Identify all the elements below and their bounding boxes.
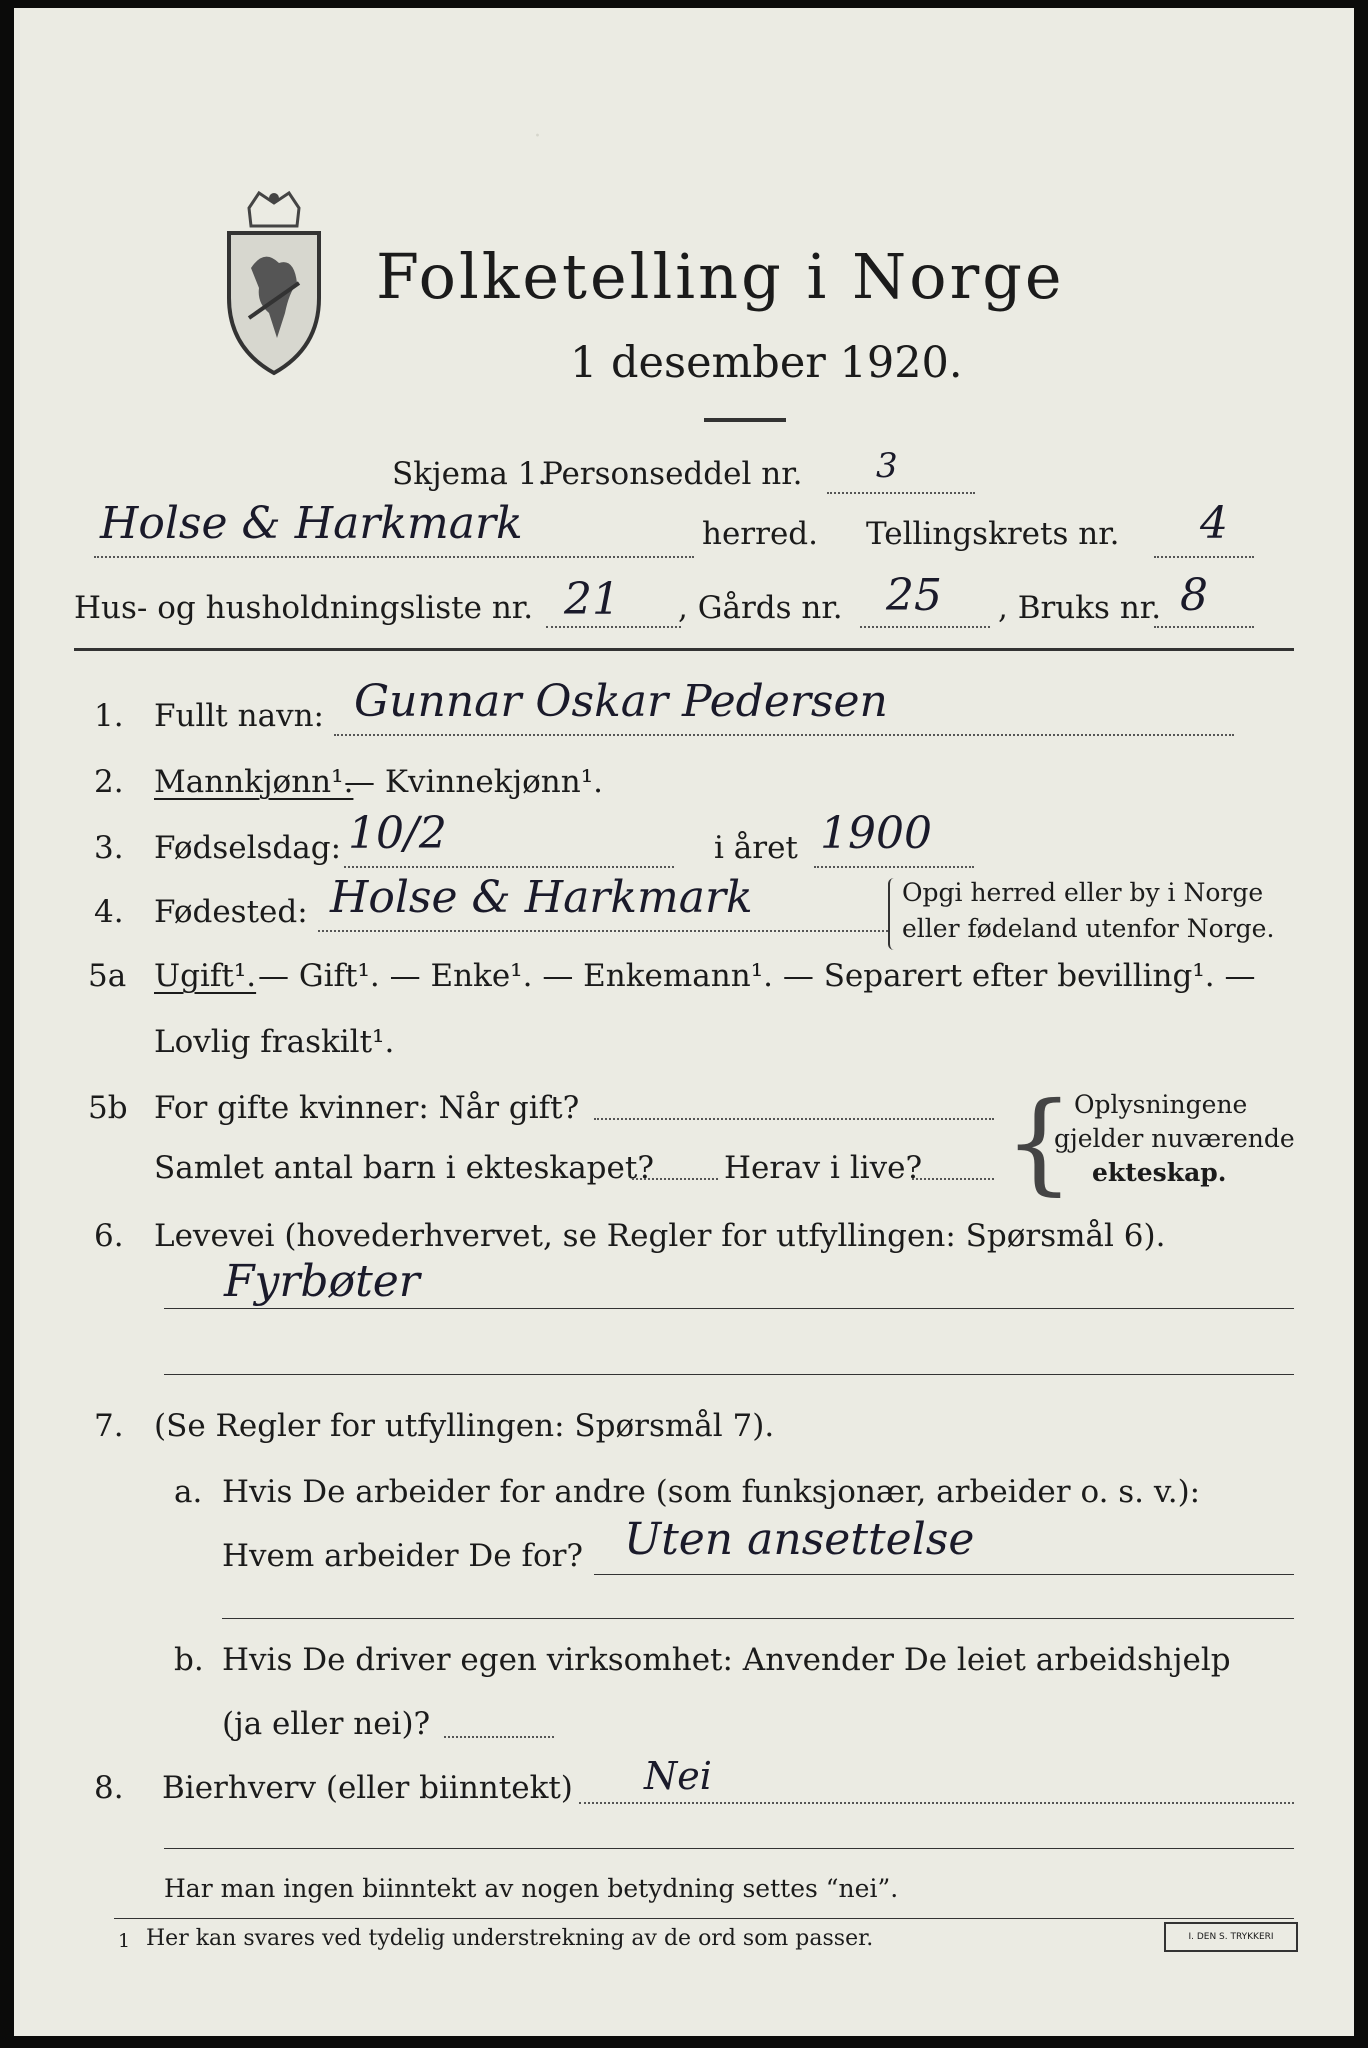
q8-label: Bierhverv (eller biinntekt) — [162, 1770, 573, 1806]
footnote-text: Her kan svares ved tydelig understrekning av de ord som passer. — [146, 1926, 874, 1951]
side-income-value[interactable]: Nei — [644, 1754, 712, 1798]
footer-note: Har man ingen biinntekt av nogen betydning settes “nei”. — [164, 1874, 899, 1903]
header-divider — [74, 648, 1294, 651]
birthplace-line — [318, 930, 888, 932]
bruks-label: , Bruks nr. — [998, 590, 1162, 626]
q7-label: (Se Regler for utfyllingen: Spørsmål 7). — [154, 1408, 775, 1444]
q7b-letter: b. — [174, 1642, 204, 1678]
civil-status-divorced-option[interactable]: Lovlig fraskilt¹. — [154, 1024, 395, 1060]
personseddel-value[interactable]: 3 — [876, 446, 898, 486]
q4-label: Fødested: — [154, 894, 308, 930]
form-title: Folketelling i Norge — [376, 240, 1065, 313]
herred-value[interactable]: Holse & Harkmark — [100, 498, 523, 549]
husliste-line — [546, 626, 681, 628]
gender-female-option[interactable]: — Kvinnekjønn¹. — [344, 764, 603, 800]
q5b-number: 5b — [88, 1090, 128, 1126]
q5b-note-brace: { — [1004, 1078, 1074, 1206]
q7-number: 7. — [94, 1408, 124, 1444]
q5b-note-line-2: gjelder nuværende — [1054, 1124, 1295, 1153]
gards-label: , Gårds nr. — [678, 590, 843, 626]
occupation-value[interactable]: Fyrbøter — [224, 1256, 420, 1307]
herred-label: herred. — [702, 516, 818, 552]
husliste-label: Hus- og husholdningsliste nr. — [74, 590, 534, 626]
q7a-label-line-1: Hvis De arbeider for andre (som funksjonær, arbeider o. s. v.): — [222, 1474, 1201, 1510]
side-income-line — [579, 1802, 1294, 1804]
alive-line — [912, 1178, 994, 1180]
q3-number: 3. — [94, 830, 124, 866]
q4-note-brace — [888, 878, 896, 950]
census-form-page — [14, 8, 1354, 2036]
q6-label: Levevei (hovederhvervet, se Regler for utfyllingen: Spørsmål 6). — [154, 1218, 1166, 1254]
tellingskrets-line — [1154, 556, 1254, 558]
q1-label: Fullt navn: — [154, 698, 324, 734]
printer-stamp: I. DEN S. TRYKKERI — [1164, 1922, 1298, 1952]
q5a-number: 5a — [88, 958, 127, 994]
q7b-label-line-2: (ja eller nei)? — [222, 1706, 431, 1742]
bleed-through-text: · — [534, 124, 541, 149]
q2-number: 2. — [94, 764, 124, 800]
side-income-line-2 — [164, 1848, 1294, 1849]
q8-number: 8. — [94, 1770, 124, 1806]
q7b-label-line-1: Hvis De driver egen virksomhet: Anvender De leiet arbeidshjelp — [222, 1642, 1231, 1678]
tellingskrets-label: Tellingskrets nr. — [866, 516, 1120, 552]
title-divider — [704, 418, 786, 422]
bruks-line — [1154, 626, 1254, 628]
herred-line — [94, 556, 694, 558]
q1-line — [334, 734, 1234, 736]
hired-help-line — [444, 1736, 554, 1738]
q5b-note-line-1: Oplysningene — [1074, 1090, 1248, 1119]
children-line — [632, 1178, 718, 1180]
q5b-label-children: Samlet antal barn i ekteskapet? — [154, 1150, 654, 1186]
gards-line — [860, 626, 990, 628]
husliste-value[interactable]: 21 — [564, 574, 620, 625]
footnote-mark: 1 — [118, 1930, 131, 1952]
birthyear-line — [814, 866, 974, 868]
q7a-letter: a. — [174, 1474, 203, 1510]
civil-status-unmarried-option[interactable]: Ugift¹. — [154, 958, 257, 994]
bruks-value[interactable]: 8 — [1180, 570, 1208, 621]
q5b-label-alive: Herav i live? — [724, 1150, 923, 1186]
employer-value[interactable]: Uten ansettelse — [624, 1514, 975, 1565]
gards-value[interactable]: 25 — [886, 570, 942, 621]
occupation-line-2 — [164, 1374, 1294, 1375]
personseddel-label: Personseddel nr. — [542, 456, 803, 492]
schema-label: Skjema 1. — [392, 456, 548, 492]
q4-number: 4. — [94, 894, 124, 930]
personseddel-line — [827, 492, 975, 494]
birthday-value[interactable]: 10/2 — [348, 808, 447, 859]
q5b-note-line-3: ekteskap. — [1092, 1158, 1227, 1187]
q4-note-line-2: eller fødeland utenfor Norge. — [902, 914, 1275, 943]
q6-number: 6. — [94, 1218, 124, 1254]
married-when-line — [594, 1118, 994, 1120]
employer-line-2 — [222, 1618, 1294, 1619]
coat-of-arms-icon — [219, 188, 329, 378]
birthplace-value[interactable]: Holse & Harkmark — [330, 872, 753, 923]
civil-status-other-options[interactable]: — Gift¹. — Enke¹. — Enkemann¹. — Separert efter bevilling¹. — — [258, 958, 1256, 994]
tellingskrets-value[interactable]: 4 — [1200, 498, 1228, 549]
form-date: 1 desember 1920. — [570, 338, 963, 388]
q4-note-line-1: Opgi herred eller by i Norge — [902, 878, 1264, 907]
birthyear-value[interactable]: 1900 — [820, 808, 932, 859]
employer-line — [594, 1574, 1294, 1575]
q3-label: Fødselsdag: — [154, 830, 342, 866]
q1-number: 1. — [94, 698, 124, 734]
full-name-value[interactable]: Gunnar Oskar Pedersen — [354, 676, 888, 727]
occupation-line-1 — [164, 1308, 1294, 1309]
birthday-line — [344, 866, 674, 868]
footer-divider — [114, 1918, 1294, 1919]
gender-male-option[interactable]: Mannkjønn¹. — [154, 764, 354, 800]
q3-year-label: i året — [714, 830, 798, 866]
q5b-label-married-when: For gifte kvinner: Når gift? — [154, 1090, 580, 1126]
q7a-label-line-2: Hvem arbeider De for? — [222, 1538, 584, 1574]
